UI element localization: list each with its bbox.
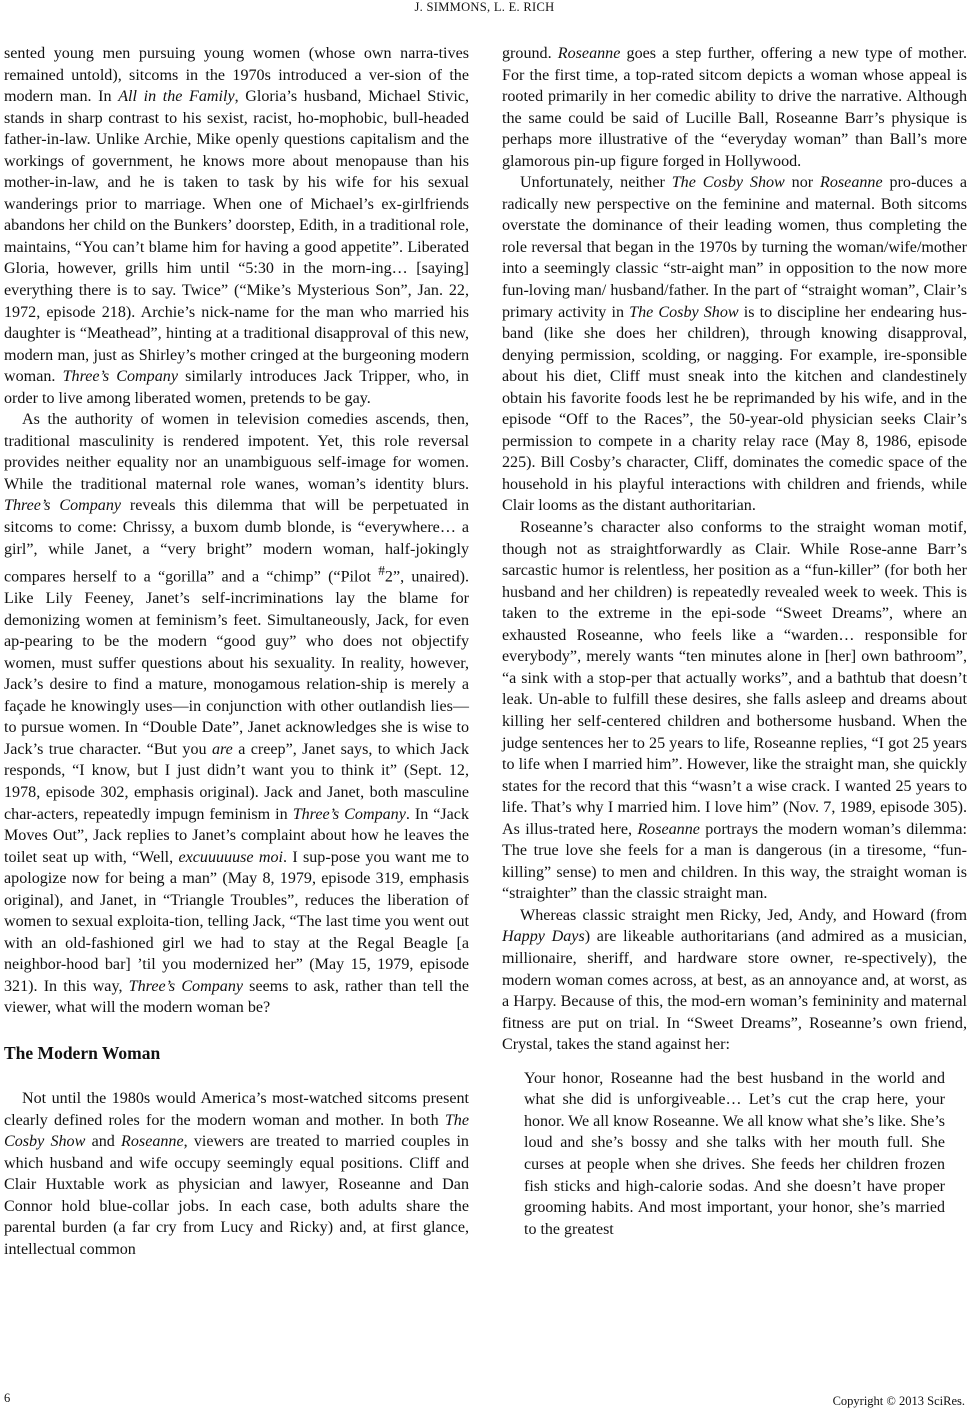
copyright-notice: Copyright © 2013 SciRes. <box>832 1394 965 1408</box>
paragraph: Unfortunately, neither The Cosby Show nor Roseanne pro-duces a radically new perspective on the feminine and maternal. Both sitcoms overstate the dominance of their leading women, thus completing the role reversal that began in the 1970s by turning the woman/wife/mother into a seemingly classic “str-aight man” in opposition to the now more fun-loving man/ husband/father. In the part of “straight woman”, Clair’s primary activity in The Cosby Show is to discipline her endearing hus-band (like she does her children), through knowing disapproval, denying permission, scolding, or nagging. For example, ire-sponsible about his diet, Cliff must sneak into the kitchen and clandestinely obtain his favorite foods lest he be reprimanded by his wife, and in the episode “Off to the Races”, the 50-year-old physician seeks Clair’s permission to compete in a charity relay race (May 8, 1986, episode 225). Bill Cosby’s character, Cliff, dominates the comedic space of the household in his playful interactions with children and friends, while Clair looms as the distant authoritarian. <box>502 174 967 515</box>
paragraph: Roseanne’s character also conforms to the straight woman motif, though not as straightforwardly as Clair. While Rose-anne Barr’s sarcastic humor is relentless, her position as a “fun-killer” (for both her husband and her children) is repeatedly revealed week to week. This is taken to the extreme in the epi-sode “Sweet Dreams”, where an exhausted Roseanne, who feels like a “warden… responsible for everybody”, merely wants “ten minutes alone in [her] own bathroom”, “a sink with a stop-per that actually works”, and a bathtub that doesn’t leak. Un-able to fulfill these desires, she falls asleep and dreams about killing her self-centered children and bothersome husband. When the judge sentences her to 25 years to life, Roseanne replies, “I got 25 years to life when I married him”. However, like the straight man, she quickly states for the record that this “wasn’t a wise crack. I wanted 25 years to life. That’s why I married him. I love him” (Nov. 7, 1989, episode 305). As illus-trated here, Roseanne portrays the modern woman’s dilemma: The true love she feels for a man is dangerous (in a tiresome, “fun-killing” sense) to men and children. In this way, the straight woman is “straighter” than the classic straight man. <box>502 519 967 903</box>
right-column <box>502 43 967 1240</box>
paragraph: As the authority of women in television comedies ascends, then, traditional masculinity is rendered impotent. Yet, this role reversal provides neither equality nor an unambiguous self-image for women. While the traditional maternal role wanes, woman’s identity blurs. Three’s Company reveals this dilemma that will be perpetuated in sitcoms to come: Chrissy, a buxom dumb blonde, is “everywhere… a girl”, while Janet, a “very bright” modern woman, half-jokingly compares herself to a “gorilla” and a “chimp” (“Pilot #2”, unaired). Like Lily Feeney, Janet’s self-incriminations lay the blame for demonizing women at feminism’s feet. Simultaneously, Jack, for even ap-pearing to be the modern “good guy” who does not objectify women, must suffer questions about his sexuality. In reality, however, Jack’s desire to find a mature, monogamous relation-ship is merely a façade he knowingly uses—in conjunction with other outlandish lies—to pursue women. In “Double Date”, Janet acknowledges she is wise to Jack’s true character. “But you are a creep”, Janet says, to which Jack responds, “I know, but I just didn’t want you to think it” (Sept. 12, 1978, episode 302, emphasis original). Jack and Janet, both masculine char-acters, repeatedly impugn feminism in Three’s Company. In “Jack Moves Out”, Jack replies to Janet’s complaint about how he leaves the toilet seat up with, “Well, excuuuuuse moi. I sup-pose you want me to apologize now for being a man” (May 8, 1979, episode 319, emphasis original), and Janet, in “Triangle Troubles”, reduces the liberation of women to sexual exploita-tion, telling Jack, “The last time you went out with an old-fashioned girl we had to stay at the Regal Beagle [a neighbor-hood bar] ’til you modernized her” (May 15, 1979, episode 321). In this way, Three’s Company seems to ask, rather than tell the viewer, what will the modern woman be? <box>4 411 470 1017</box>
running-head: J. SIMMONS, L. E. RICH <box>414 0 555 14</box>
paragraph: Not until the 1980s would America’s most-watched sitcoms present clearly defined roles for the modern woman and mother. In both The Cosby Show and Roseanne, viewers are treated to married couples in which husband and wife occupy seemingly equal positions. Cliff and Clair Huxtable work as physician and lawyer, Roseanne and Dan Connor hold blue-collar jobs. In each case, both adults share the parental burden (a far cry from Lucy and Ricky) and, at first glance, intellectual common <box>4 1089 469 1258</box>
section-heading: The Modern Woman <box>4 1042 161 1063</box>
block-quote: Your honor, Roseanne had the best husband in the world and what she did is unforgiveable… Let’s cut the crap here, your honor. We all know Roseanne. We all know what she’s like. She’s loud and she’s bossy and she talks with her mouth full. She curses at people when she drives. She feeds her children frozen fish sticks and high-calorie sodas. And she doesn’t have proper grooming habits. And most important, your honor, she’s married to the greatest <box>524 1069 945 1238</box>
left-column <box>4 43 469 1260</box>
page-number: 6 <box>4 1391 11 1405</box>
paragraph: Whereas classic straight men Ricky, Jed, Andy, and Howard (from Happy Days) are likeable authoritarians (and admired as a musician, millionaire, sheriff, and hardware store owner, re-spectively), the modern woman comes across, at best, as an annoyance and, at worst, as a Harpy. Because of this, the mod-ern woman’s femininity and maternal fitness are put on trial. In “Sweet Dreams”, Roseanne’s own friend, Crystal, takes the stand against her: <box>502 906 967 1054</box>
paragraph: sented young men pursuing young women (whose own narra-tives remained untold), sitcoms in the 1970s introduced a ver-sion of the modern man. In All in the Family, Gloria’s husband, Michael Stivic, stands in sharp contrast to his sexist, racist, ho-mophobic, bull-headed father-in-law. Unlike Archie, Mike openly questions capitalism and the workings of government, he knows more about menopause than his mother-in-law, and he is taken to task by his wife for his sexual wanderings prior to marriage. When one of Michael’s ex-girlfriends abandons her child on the Bunkers’ doorstep, Edith, in a traditional role, maintains, “You can’t blame him for having a good appetite”. Liberated Gloria, however, grills him until “5:30 in the morn-ing… [saying] everything there is to say. Twice” (“Mike’s Mysterious Son”, Jan. 22, 1972, episode 218). Archie’s nick-name for the man who married his daughter is “Meathead”, hinting at a traditional disapproval of this new, modern man, just as Shirley’s mother cringed at the burgeoning modern woman. Three’s Company similarly introduces Jack Tripper, who, in order to live among liberated women, pretends to be gay. <box>4 45 470 407</box>
paragraph: ground. Roseanne goes a step further, offering a new type of mother. For the first time, a top-rated sitcom depicts a woman whose appeal is rooted primarily in her comedic ability to drive the narrative. Although the same could be said of Lucille Ball, Roseanne Barr’s physique is perhaps more illustrative of the “everyday woman” than Ball’s more glamorous pin-up figure forged in Hollywood. <box>502 45 967 170</box>
